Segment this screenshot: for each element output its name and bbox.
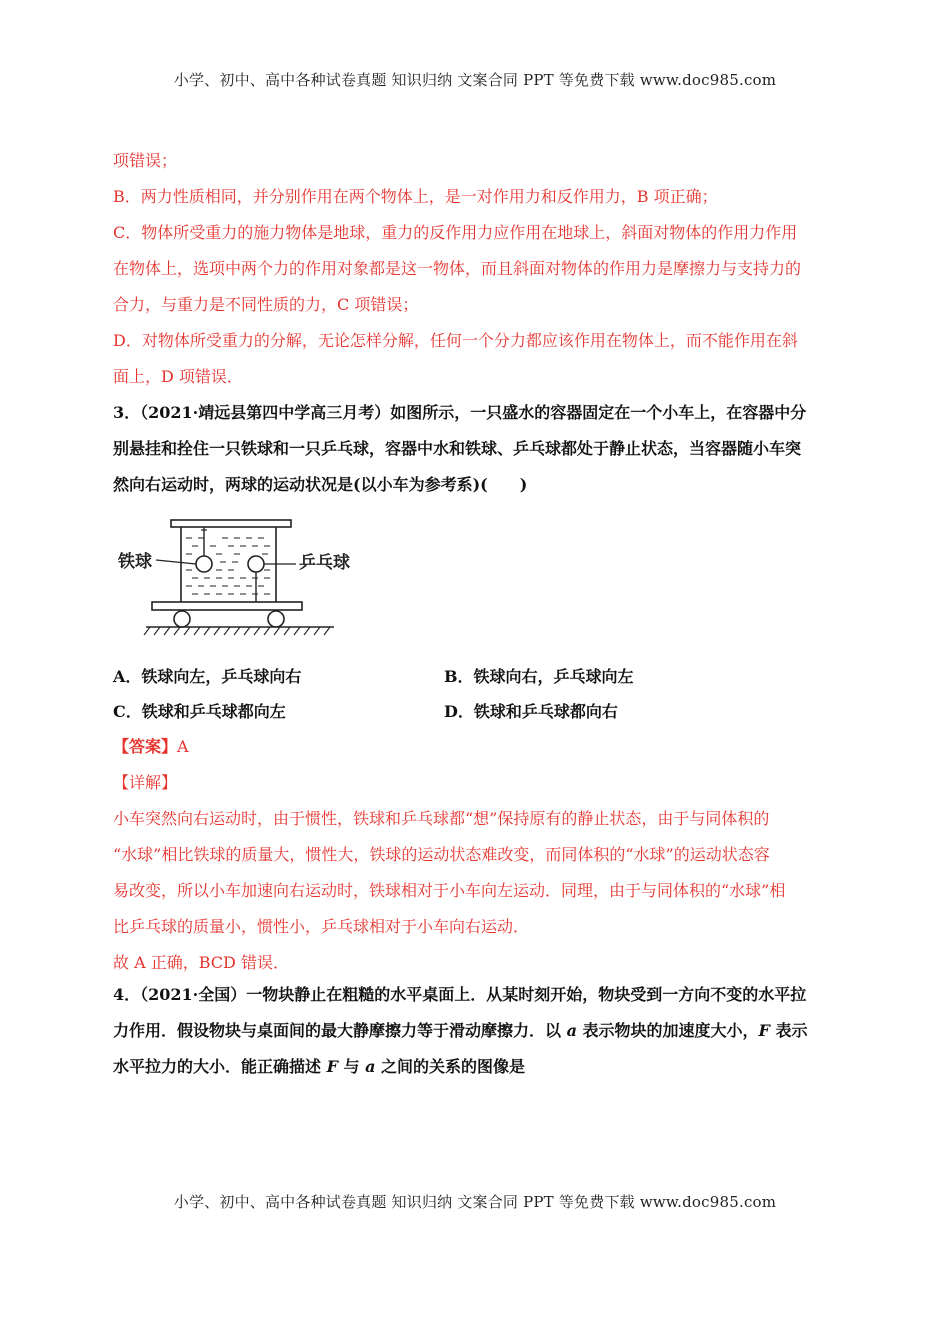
explanation-line: D．对物体所受重力的分解，无论怎样分解，任何一个分力都应该作用在物体上，而不能作用在斜 xyxy=(113,331,798,350)
option-a[interactable]: A．铁球向左，乒乓球向右 xyxy=(113,667,302,686)
q4-text: 表示 xyxy=(769,1021,808,1040)
detail-line: 易改变，所以小车加速向右运动时，铁球相对于小车向左运动．同理，由于与同体积的“水球”相 xyxy=(113,881,786,900)
q4-text: 之间的关系的图像是 xyxy=(375,1057,526,1076)
iron-ball xyxy=(196,556,212,572)
explanation-line: 项错误； xyxy=(113,151,178,170)
detail-label: 【详解】 xyxy=(113,773,178,792)
cart-container-figure xyxy=(116,516,366,644)
var-f: F xyxy=(758,1021,770,1040)
var-a: a xyxy=(566,1021,577,1040)
q4-text: 力作用．假设物块与桌面间的最大静摩擦力等于滑动摩擦力．以 xyxy=(113,1021,567,1040)
question-4-line xyxy=(113,1013,838,1049)
prev-explanation xyxy=(113,143,838,503)
explanation-line: 面上，D 项错误． xyxy=(113,367,243,386)
page-header: 小学、初中、高中各种试卷真题 知识归纳 文案合同 PPT 等免费下载 www.doc985.com xyxy=(173,71,777,89)
question-3-line: 3．（2021·靖远县第四中学高三月考）如图所示，一只盛水的容器固定在一个小车上，在容器中分 xyxy=(113,403,807,422)
question-4-line: 4．（2021·全国）一物块静止在粗糙的水平桌面上．从某时刻开始，物块受到一方向不变的水平拉 xyxy=(113,985,807,1004)
question-3-options xyxy=(113,662,853,732)
detail-line: 小车突然向右运动时，由于惯性，铁球和乒乓球都“想”保持原有的静止状态，由于与同体积的 xyxy=(113,809,770,828)
answer-label: 【答案】 xyxy=(113,737,178,756)
q4-text: 与 xyxy=(337,1057,366,1076)
question-4-line xyxy=(113,1049,838,1085)
question-3-line: 别悬挂和拴住一只铁球和一只乒乓球，容器中水和铁球、乒乓球都处于静止状态，当容器随小车突 xyxy=(113,439,802,458)
explanation-line: C．物体所受重力的施力物体是地球，重力的反作用力应作用在地球上，斜面对物体的作用力作用 xyxy=(113,223,798,242)
option-b[interactable]: B．铁球向右，乒乓球向左 xyxy=(444,667,634,686)
detail-line: 比乒乓球的质量小，惯性小，乒乓球相对于小车向右运动． xyxy=(113,917,530,936)
explanation-line: B．两力性质相同，并分别作用在两个物体上，是一对作用力和反作用力，B 项正确； xyxy=(113,187,718,206)
detail-line: “水球”相比铁球的质量大，惯性大，铁球的运动状态难改变，而同体积的“水球”的运动状态容 xyxy=(113,845,770,864)
option-d[interactable]: D．铁球和乒乓球都向右 xyxy=(444,702,618,721)
option-c[interactable]: C．铁球和乒乓球都向左 xyxy=(113,702,286,721)
page-footer: 小学、初中、高中各种试卷真题 知识归纳 文案合同 PPT 等免费下载 www.doc985.com xyxy=(173,1193,777,1211)
answer-line xyxy=(113,729,838,765)
q4-text: 水平拉力的大小．能正确描述 xyxy=(113,1057,327,1076)
explanation-line: 合力，与重力是不同性质的力，C 项错误； xyxy=(113,295,419,314)
question-3-line: 然向右运动时，两球的运动状况是(以小车为参考系)( ) xyxy=(113,475,528,494)
var-a: a xyxy=(365,1057,376,1076)
q4-text: 表示物块的加速度大小， xyxy=(576,1021,759,1040)
detail-line: 故 A 正确，BCD 错误． xyxy=(113,953,289,972)
answer-value: A xyxy=(177,737,189,756)
figure-label-iron-ball: 铁球 xyxy=(118,552,152,571)
answer-block xyxy=(113,729,838,981)
explanation-line: 在物体上，选项中两个力的作用对象都是这一物体，而且斜面对物体的作用力是摩擦力与支持力的 xyxy=(113,259,802,278)
figure-label-ping-pong: 乒乓球 xyxy=(299,553,350,572)
question-4 xyxy=(113,977,838,1085)
var-f: F xyxy=(326,1057,338,1076)
ping-pong-ball xyxy=(248,556,264,572)
